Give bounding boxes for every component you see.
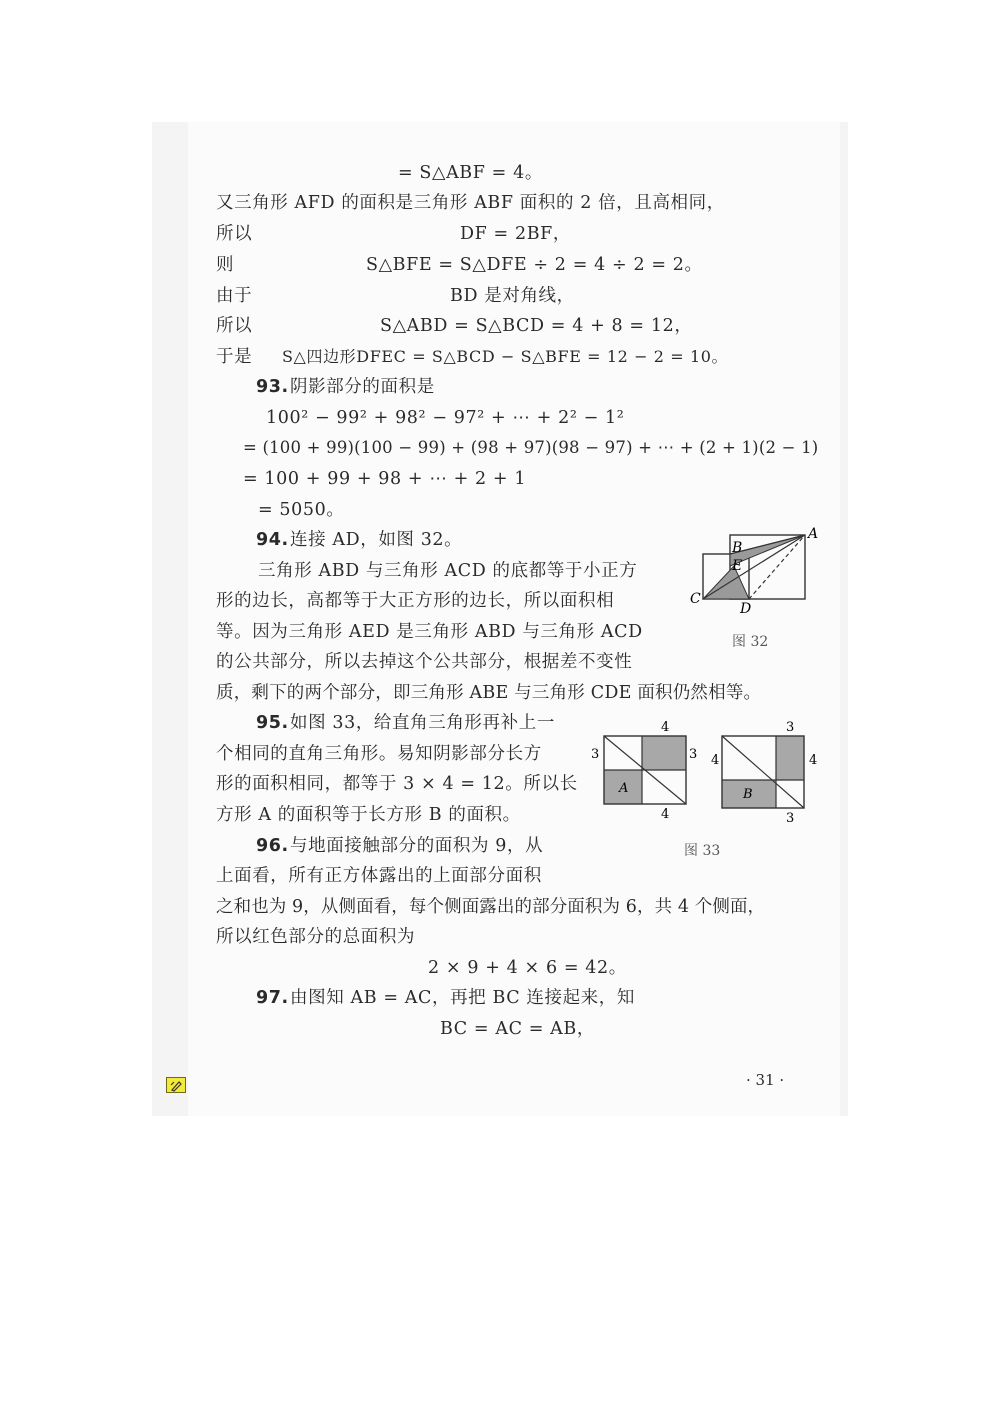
problem-number-93: 93. <box>256 377 289 397</box>
line-97-b: BC = AC = AB， <box>440 1019 595 1039</box>
figure-32-caption: 图 32 <box>732 634 769 650</box>
line-94-e: 质，剩下的两个部分，即三角形 ABE 与三角形 CDE 面积仍然相等。 <box>216 683 762 703</box>
line-yushi: 于是 <box>216 347 253 367</box>
figure-33 <box>588 716 824 826</box>
line-94-d: 的公共部分，所以去掉这个公共部分，根据差不变性 <box>216 652 633 672</box>
fig33-rect-b-label: B <box>743 787 753 802</box>
line-suoyi-1: 所以 <box>216 224 253 244</box>
line-93-sum: = 100 + 99 + 98 + ⋯ + 2 + 1 <box>243 469 527 489</box>
line-94-a: 三角形 ABD 与三角形 ACD 的底都等于小正方 <box>258 561 638 581</box>
line-sabd: S△ABD = S△BCD = 4 + 8 = 12， <box>380 316 693 336</box>
line-97-a: 由图知 AB = AC，再把 BC 连接起来，知 <box>290 988 635 1008</box>
line-96-result: 2 × 9 + 4 × 6 = 42。 <box>428 958 627 978</box>
line-triangle-afd: 又三角形 AFD 的面积是三角形 ABF 面积的 2 倍，且高相同， <box>216 193 725 213</box>
fig33-right-top-3: 3 <box>786 720 795 735</box>
line-suoyi-2: 所以 <box>216 316 253 336</box>
fig33-left-side-3: 3 <box>591 747 600 762</box>
line-equation-sabf: = S△ABF = 4。 <box>398 163 543 183</box>
problem-number-97: 97. <box>256 988 289 1008</box>
figure-33-caption: 图 33 <box>684 843 721 859</box>
line-94-c: 等。因为三角形 AED 是三角形 ABD 与三角形 ACD <box>216 622 643 642</box>
line-95-b: 个相同的直角三角形。易知阴影部分长方 <box>216 744 542 764</box>
line-96-d: 所以红色部分的总面积为 <box>216 927 416 947</box>
line-93-result: = 5050。 <box>258 500 345 520</box>
problem-number-96: 96. <box>256 836 289 856</box>
fig32-label-c: C <box>690 591 701 607</box>
line-93-intro: 阴影部分的面积是 <box>290 377 435 397</box>
line-sdfec: S△四边形DFEC = S△BCD − S△BFE = 12 − 2 = 10。 <box>282 347 729 366</box>
line-95-d: 方形 A 的面积等于长方形 B 的面积。 <box>216 805 521 825</box>
line-youyu: 由于 <box>216 286 253 306</box>
fig32-label-e: E <box>732 558 743 574</box>
fig33-right-right-4: 4 <box>809 753 818 768</box>
fig32-label-d: D <box>740 601 752 616</box>
figure-32 <box>690 524 820 616</box>
page-number: · 31 · <box>746 1071 785 1089</box>
line-df-2bf: DF = 2BF， <box>460 224 571 244</box>
line-96-a: 与地面接触部分的面积为 9，从 <box>290 836 544 856</box>
line-sbfe: S△BFE = S△DFE ÷ 2 = 4 ÷ 2 = 2。 <box>366 255 703 275</box>
fig33-left-right-3: 3 <box>689 747 698 762</box>
line-96-b: 上面看，所有正方体露出的上面部分面积 <box>216 866 542 886</box>
fig32-label-a: A <box>808 526 819 542</box>
fig32-label-b: B <box>732 540 743 556</box>
line-93-expr: 100² − 99² + 98² − 97² + ⋯ + 2² − 1² <box>266 408 625 428</box>
edit-note-icon[interactable] <box>166 1077 186 1093</box>
line-95-a: 如图 33，给直角三角形再补上一 <box>290 713 555 733</box>
fig33-left-top-4: 4 <box>661 720 670 735</box>
fig33-left-bottom-4: 4 <box>661 807 670 822</box>
problem-number-94: 94. <box>256 530 289 550</box>
line-94-intro: 连接 AD，如图 32。 <box>290 530 463 550</box>
line-95-c: 形的面积相同，都等于 3 × 4 = 12。所以长 <box>216 774 578 794</box>
line-94-b: 形的边长，高都等于大正方形的边长，所以面积相 <box>216 591 615 611</box>
problem-number-95: 95. <box>256 713 289 733</box>
line-ze: 则 <box>216 255 235 275</box>
line-96-c: 之和也为 9，从侧面看，每个侧面露出的部分面积为 6，共 4 个侧面， <box>216 897 766 917</box>
fig33-right-side-4: 4 <box>711 753 720 768</box>
fig33-right-bottom-3: 3 <box>786 811 795 826</box>
line-bd-diagonal: BD 是对角线， <box>450 286 575 306</box>
fig33-rect-a-label: A <box>619 781 629 796</box>
line-93-factor: = (100 + 99)(100 − 99) + (98 + 97)(98 − 97) + ⋯ + (2 + 1)(2 − 1) <box>243 438 819 457</box>
